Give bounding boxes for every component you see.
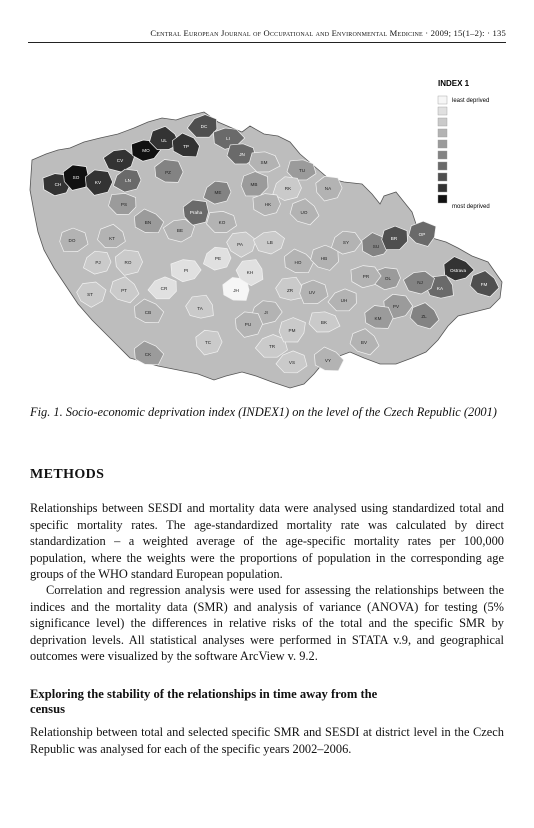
- district-label: HB: [320, 256, 328, 261]
- district-label: CR: [160, 286, 168, 291]
- methods-paragraph-2: Correlation and regression analysis were used for assessing the relationships between the indices and the mortality data (SMR) and analysis of variance (ANOVA) for testing (5% significance level) the differences in relative risks of the total and the specific SMR by deprivation levels. All statistical analyses were performed in STATA v.9, and geographical outcomes were visualized by the software ArcView v. 9.2.: [30, 583, 504, 664]
- district-label: ZR: [286, 288, 294, 293]
- running-head: Central European Journal of Occupational and Environmental Medicine · 2009; 15(1–2): · 135: [28, 28, 506, 43]
- figure-map: [28, 62, 506, 397]
- district-label: PA: [237, 242, 243, 247]
- district-label: KT: [109, 236, 115, 241]
- district-label: FM: [480, 282, 488, 287]
- district-label: PZ: [165, 170, 171, 175]
- district-label: JI: [264, 310, 268, 315]
- district-label: PU: [244, 322, 252, 327]
- district-label: UL: [161, 138, 167, 143]
- legend-label-least: least deprived: [452, 98, 490, 104]
- district-label: BN: [144, 220, 152, 225]
- district-label: PM: [288, 328, 296, 333]
- district-label: SU: [372, 244, 380, 249]
- district-label: KV: [94, 180, 102, 185]
- district-label: UH: [340, 298, 348, 303]
- district-label: VY: [324, 358, 332, 363]
- district-label: NJ: [417, 280, 423, 285]
- legend-swatch: [438, 151, 447, 159]
- district-label: MB: [250, 182, 258, 187]
- legend-title: INDEX 1: [438, 79, 470, 88]
- district-label: RK: [284, 186, 292, 191]
- district-label: OP: [418, 232, 426, 237]
- district-label: RO: [124, 260, 132, 265]
- methods-paragraph-1: Relationships between SESDI and mortality data were analysed using standardized total and specific mortality rates. The age-standardized mortality rate was calculated by direct standardization – a weighted average of the age-specific mortality rates per 100,000 population, where the weights were the proportions of population in the corresponding age groups of the WHO standard European population.: [30, 501, 504, 582]
- legend-swatch: [438, 107, 447, 115]
- district-label: UO: [300, 210, 308, 215]
- district-label: CV: [116, 158, 124, 163]
- legend-swatch: [438, 129, 447, 137]
- district-label: KM: [374, 316, 382, 321]
- district-label: Ostrava: [449, 268, 467, 273]
- district-label: KH: [246, 270, 254, 275]
- district-label: JN: [239, 152, 245, 157]
- legend-swatch: [438, 173, 447, 181]
- district-label: TP: [183, 144, 189, 149]
- district-label: PE: [214, 256, 222, 261]
- district-label: PV: [392, 304, 400, 309]
- district-label: KO: [218, 220, 226, 225]
- section-title: METHODS: [30, 467, 105, 482]
- district-label: BK: [320, 320, 328, 325]
- district-label: HK: [264, 202, 272, 207]
- district-label: TR: [268, 344, 276, 349]
- district-label: PT: [121, 288, 127, 293]
- district-label: BE: [176, 228, 184, 233]
- district-label: MO: [142, 148, 150, 153]
- district-label: DC: [200, 124, 208, 129]
- legend-label-most: most deprived: [452, 204, 490, 210]
- methods-paragraph-3: Relationship between total and selected specific SMR and SESDI at district level in the Czech Republic was analysed for each of the specific years 2002–2006.: [30, 725, 504, 756]
- district-label: NA: [324, 186, 332, 191]
- district-label: KA: [436, 286, 444, 291]
- district-label: Praha: [189, 210, 203, 215]
- district-label: SM: [260, 160, 268, 165]
- district-label: JH: [233, 288, 239, 293]
- district-label: ST: [87, 292, 93, 297]
- legend-swatch: [438, 195, 447, 203]
- district-label: PJ: [95, 260, 101, 265]
- district-label: ME: [214, 190, 222, 195]
- district-label: PS: [120, 202, 128, 207]
- district-label: TU: [298, 168, 306, 173]
- district-label: PI: [183, 268, 189, 273]
- legend-swatch: [438, 162, 447, 170]
- district-label: CK: [144, 352, 152, 357]
- subsection-heading: Exploring the stability of the relationships in time away from the census: [30, 687, 378, 716]
- figure-caption: Fig. 1. Socio-economic deprivation index (INDEX1) on the level of the Czech Republic (2001): [30, 405, 497, 419]
- district-label: OL: [384, 276, 392, 281]
- district-label: UV: [308, 290, 316, 295]
- district-label: CB: [144, 310, 152, 315]
- district-label: PR: [362, 274, 370, 279]
- czech-deprivation-map: [28, 62, 506, 397]
- legend-swatch: [438, 140, 447, 148]
- district-label: TA: [197, 306, 203, 311]
- district-label: DO: [68, 238, 76, 243]
- district-label: CH: [54, 182, 62, 187]
- legend-swatch: [438, 96, 447, 104]
- district-label: LB: [267, 240, 273, 245]
- district-label: LN: [125, 178, 131, 183]
- legend-swatch: [438, 184, 447, 192]
- district-label: ZL: [421, 314, 427, 319]
- district-label: HO: [294, 260, 302, 265]
- district-label: SY: [342, 240, 350, 245]
- district-label: BV: [360, 340, 368, 345]
- district-label: BR: [390, 236, 398, 241]
- district-label: LI: [226, 136, 230, 141]
- district-label: SO: [72, 175, 80, 180]
- legend-swatch: [438, 118, 447, 126]
- district-label: VS: [288, 360, 296, 365]
- district-label: TC: [204, 340, 212, 345]
